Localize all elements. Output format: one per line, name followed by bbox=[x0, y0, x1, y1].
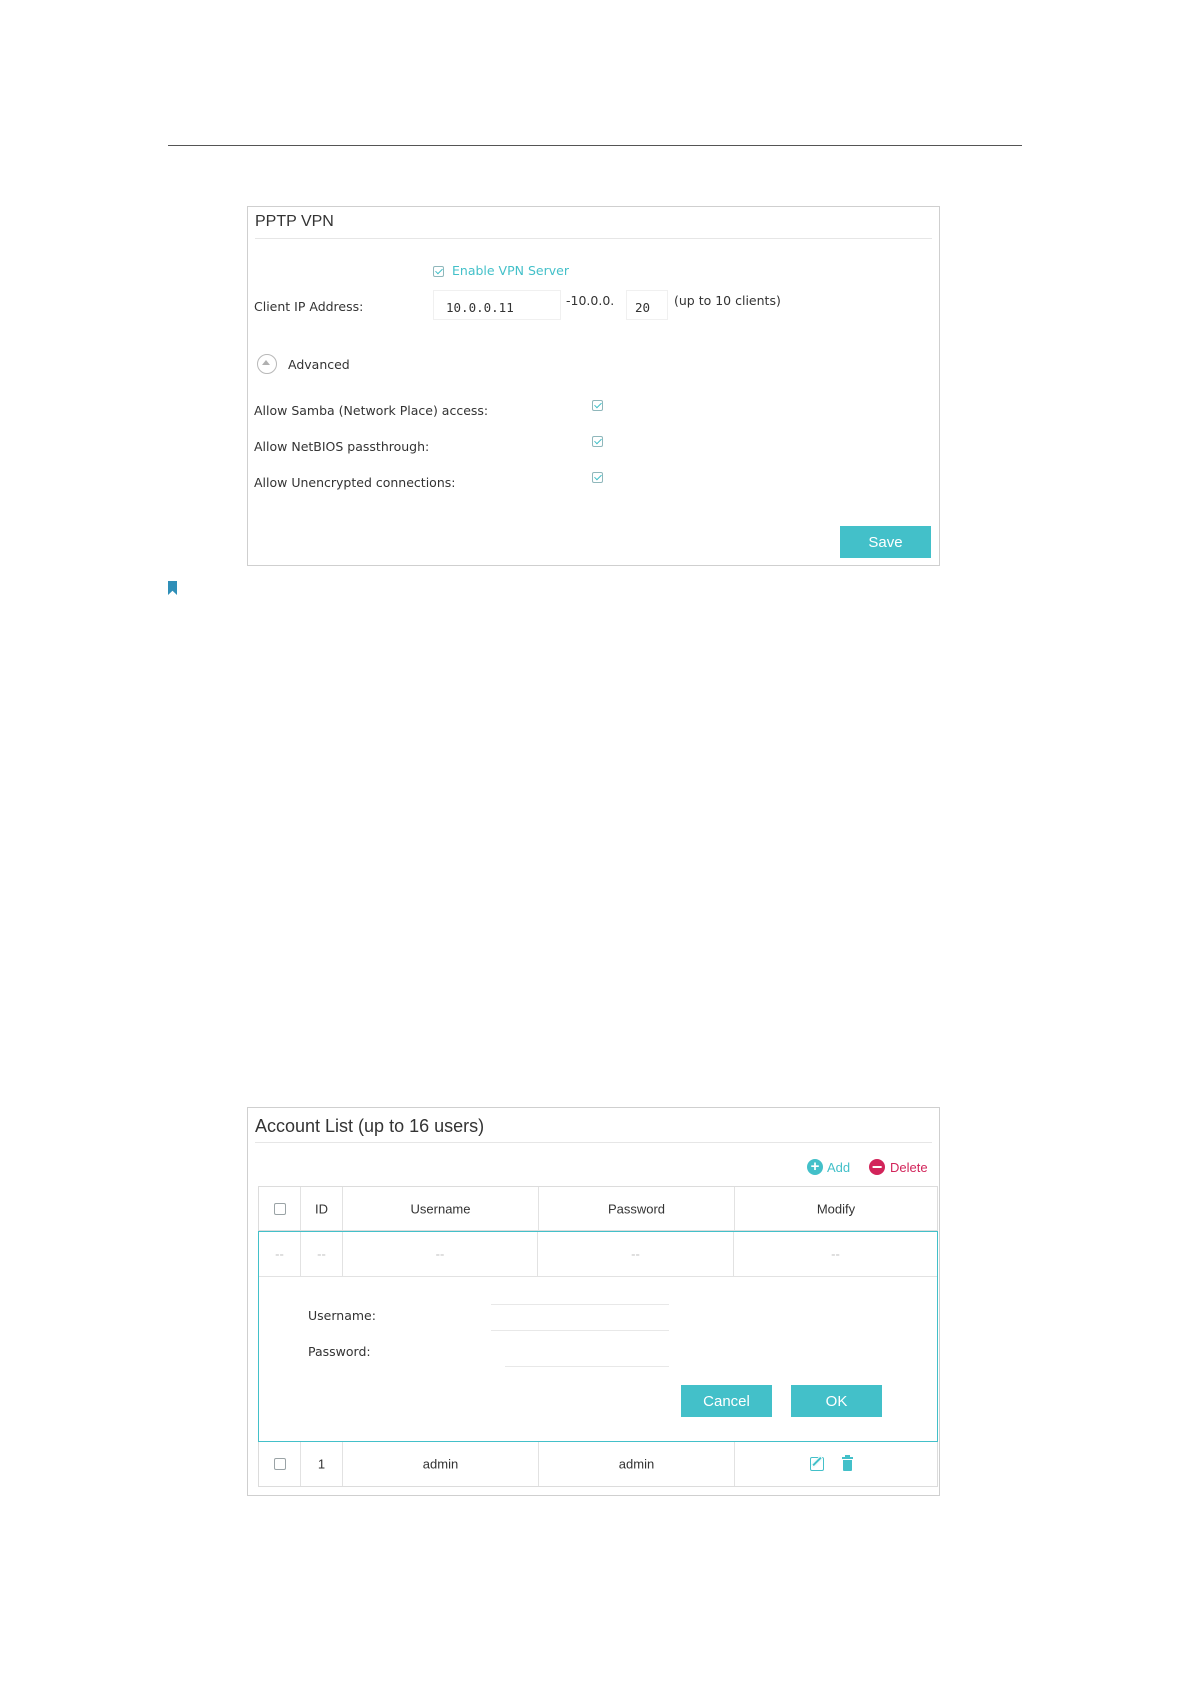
placeholder-text: -- bbox=[831, 1246, 840, 1262]
delete-icon[interactable]: − bbox=[869, 1159, 885, 1175]
advanced-label[interactable]: Advanced bbox=[288, 357, 350, 372]
placeholder-cell bbox=[259, 1232, 301, 1276]
account-list-title: Account List (up to 16 users) bbox=[255, 1116, 485, 1136]
add-button[interactable]: Add bbox=[827, 1160, 851, 1175]
samba-access-label: Allow Samba (Network Place) access: bbox=[254, 403, 489, 418]
panel-divider bbox=[255, 1142, 932, 1143]
page-header-rule bbox=[168, 145, 1022, 146]
placeholder-row bbox=[259, 1232, 937, 1277]
row-password-text: admin bbox=[618, 1456, 655, 1472]
column-header-modify bbox=[735, 1187, 937, 1230]
row-id-text: 1 bbox=[317, 1456, 326, 1472]
enable-vpn-label[interactable]: Enable VPN Server bbox=[452, 263, 569, 278]
header-select-all-cell bbox=[259, 1187, 301, 1230]
placeholder-cell bbox=[301, 1232, 343, 1276]
account-list-panel bbox=[247, 1107, 940, 1496]
row-username-text: admin bbox=[422, 1456, 459, 1472]
placeholder-cell bbox=[343, 1232, 538, 1276]
placeholder-text: -- bbox=[275, 1246, 284, 1262]
table-row bbox=[258, 1442, 938, 1487]
delete-button[interactable]: Delete bbox=[890, 1160, 928, 1175]
panel-title: PPTP VPN bbox=[255, 213, 334, 230]
enable-vpn-checkbox[interactable] bbox=[433, 266, 444, 277]
pptp-vpn-panel bbox=[247, 206, 940, 566]
client-ip-end-input[interactable]: 20 bbox=[626, 290, 668, 320]
placeholder-text: -- bbox=[317, 1246, 326, 1262]
netbios-passthrough-label: Allow NetBIOS passthrough: bbox=[254, 439, 430, 454]
password-input[interactable] bbox=[505, 1366, 669, 1367]
unencrypted-connections-label: Allow Unencrypted connections: bbox=[254, 475, 456, 490]
row-select-cell bbox=[259, 1442, 301, 1486]
samba-access-checkbox[interactable] bbox=[592, 400, 603, 411]
cancel-button[interactable]: Cancel bbox=[681, 1385, 772, 1417]
row-checkbox[interactable] bbox=[274, 1458, 286, 1470]
placeholder-cell bbox=[734, 1232, 937, 1276]
netbios-passthrough-checkbox[interactable] bbox=[592, 436, 603, 447]
username-label: Username: bbox=[308, 1308, 376, 1323]
column-header-username bbox=[343, 1187, 539, 1230]
row-username bbox=[343, 1442, 539, 1486]
password-label: Password: bbox=[308, 1344, 371, 1359]
new-account-editor bbox=[258, 1231, 938, 1442]
row-id bbox=[301, 1442, 343, 1486]
column-header-label: Modify bbox=[816, 1201, 856, 1216]
column-header-label: Password bbox=[607, 1201, 666, 1216]
advanced-collapse-icon[interactable] bbox=[257, 354, 277, 374]
column-header-label: Username bbox=[410, 1201, 471, 1216]
username-input[interactable] bbox=[491, 1330, 669, 1331]
unencrypted-connections-checkbox[interactable] bbox=[592, 472, 603, 483]
client-ip-hint: (up to 10 clients) bbox=[674, 293, 781, 308]
row-modify bbox=[735, 1442, 937, 1486]
placeholder-text: -- bbox=[435, 1246, 445, 1262]
add-icon[interactable]: + bbox=[807, 1159, 823, 1175]
save-button[interactable]: Save bbox=[840, 526, 931, 558]
select-all-checkbox[interactable] bbox=[274, 1203, 286, 1215]
ok-button[interactable]: OK bbox=[791, 1385, 882, 1417]
column-header-label: ID bbox=[315, 1201, 328, 1216]
table-header-row bbox=[258, 1186, 938, 1231]
column-header-password bbox=[539, 1187, 735, 1230]
placeholder-text: -- bbox=[631, 1246, 640, 1262]
edit-icon[interactable] bbox=[810, 1457, 824, 1471]
row-password bbox=[539, 1442, 735, 1486]
placeholder-cell bbox=[538, 1232, 734, 1276]
client-ip-separator: -10.0.0. bbox=[566, 293, 615, 308]
bookmark-icon bbox=[168, 581, 177, 595]
trash-icon[interactable] bbox=[842, 1457, 853, 1471]
client-ip-start-input[interactable]: 10.0.0.11 bbox=[433, 290, 561, 320]
client-ip-label: Client IP Address: bbox=[254, 299, 364, 314]
username-input-top bbox=[491, 1304, 669, 1305]
column-header-id bbox=[301, 1187, 343, 1230]
panel-divider bbox=[255, 238, 932, 239]
